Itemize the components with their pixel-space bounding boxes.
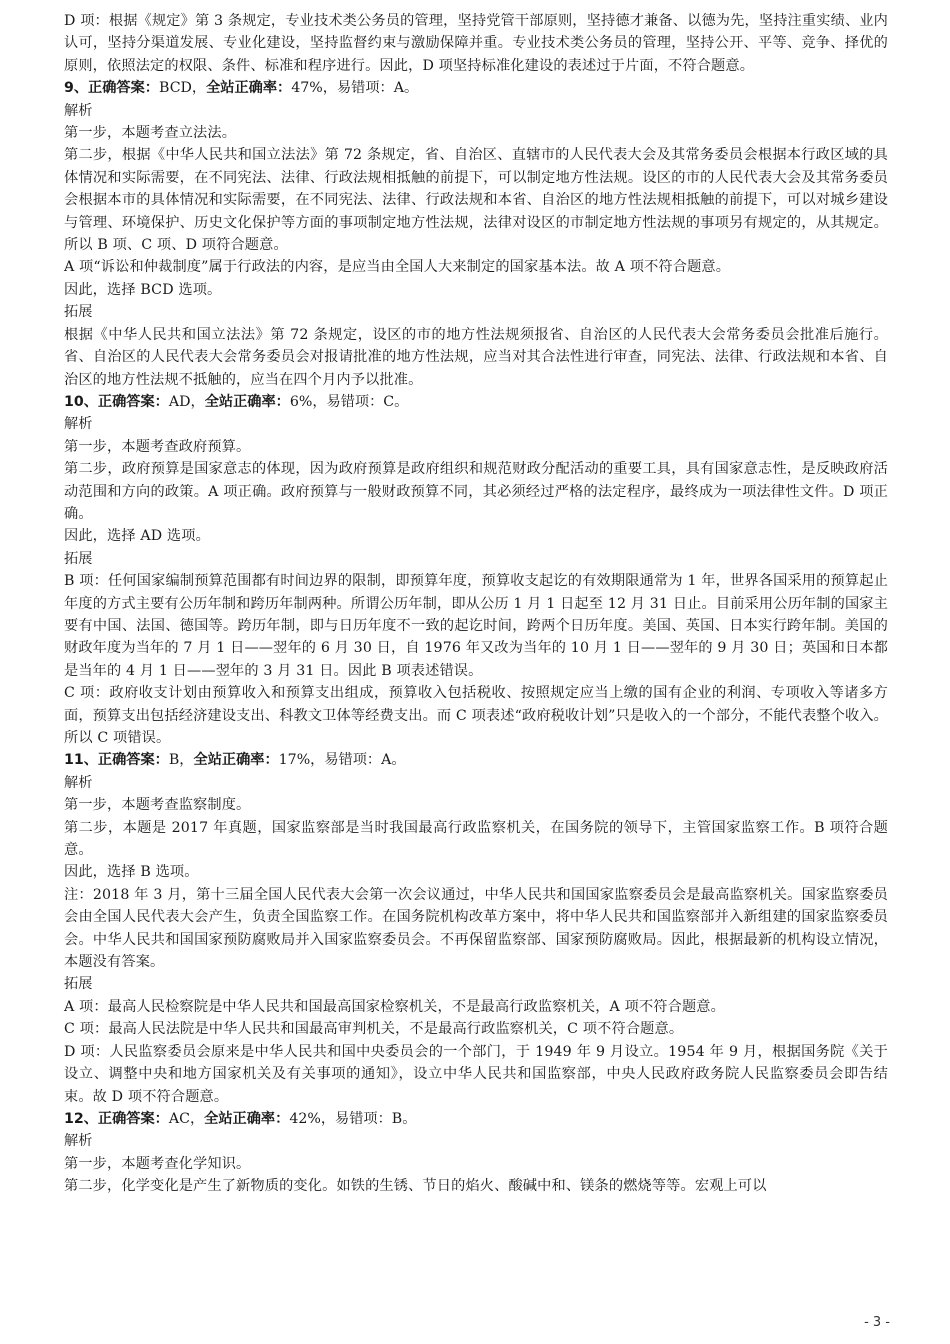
paragraph: 第一步，本题考查化学知识。 <box>64 1155 251 1172</box>
section-label: 解析 <box>64 1133 93 1150</box>
accuracy-label: 全站正确率： <box>204 1110 290 1127</box>
paragraph: 因此，选择 B 选项。 <box>64 864 199 881</box>
answer-label: 9、正确答案： <box>64 80 159 97</box>
paragraph: A 项：最高人民检察院是中华人民共和国最高国家检察机关，不是最高行政监察机关，A 项不符合题意。 <box>64 998 725 1015</box>
accuracy-value: 6%，易错项：C。 <box>289 393 409 410</box>
accuracy-value: 47%，易错项：A。 <box>291 80 419 97</box>
paragraph: 根据《中华人民共和国立法法》第 72 条规定，设区的市的地方性法规须报省、自治区的人民代表大会常务委员会批准后施行。省、自治区的人民代表大会常务委员会对报请批准的地方性法规，应当对其合法性进行审查，同宪法、法律、行政法规和本省、自治区的地方性法规不抵触的，应当在四个月内予以批准。 <box>64 326 888 388</box>
paragraph: 注：2018 年 3 月，第十三届全国人民代表大会第一次会议通过，中华人民共和国国家监察委员会是最高监察机关。国家监察委员会由全国人民代表大会产生，负责全国监察工作。在国务院机构改革方案中，将中华人民共和国监察部并入新组建的国家监察委员会。中华人民共和国国家预防腐败局并入国家监察委员会。不再保留监察部、国家预防腐败局。因此，根据最新的机构设立情况，本题没有答案。 <box>64 886 888 971</box>
paragraph: 因此，选择 AD 选项。 <box>64 528 210 545</box>
document-page <box>64 10 888 1198</box>
paragraph: C 项：最高人民法院是中华人民共和国最高审判机关，不是最高行政监察机关，C 项不符合题意。 <box>64 1021 684 1038</box>
paragraph: 第二步，根据《中华人民共和国立法法》第 72 条规定，省、自治区、直辖市的人民代表大会及其常务委员会根据本行政区域的具体情况和实际需要，在不同宪法、法律、行政法规相抵触的前提下，可以制定地方性法规。设区的市的人民代表大会及其常务委员会根据本市的具体情况和实际需要，在不同宪法、法律、行政法规和本省、自治区的地方性法规相抵触的前提下，可以对城乡建设与管理、环境保护、历史文化保护等方面的事项制定地方性法规，法律对设区的市制定地方性法规的事项另有规定的，从其规定。所以 B 项、C 项、D 项符合题意。 <box>64 147 888 254</box>
paragraph: D 项：人民监察委员会原来是中华人民共和国中央委员会的一个部门，于 1949 年 9 月设立。1954 年 9 月，根据国务院《关于设立、调整中央和地方国家机关及有关事项的通知》，设立中华人民共和国监察部，中央人民政府政务院人民监察委员会即告结束。故 D 项不符合题意。 <box>64 1043 888 1105</box>
paragraph: 第一步，本题考查立法法。 <box>64 125 237 142</box>
answer-value: AD， <box>168 393 205 410</box>
accuracy-value: 17%，易错项：A。 <box>278 752 406 769</box>
answer-line <box>64 1108 888 1130</box>
paragraph: B 项：任何国家编制预算范围都有时间边界的限制，即预算年度，预算收支起讫的有效期限通常为 1 年，世界各国采用的预算起止年度的方式主要有公历年制和跨历年制两种。所谓公历年制，即从公历 1 月 1 日起至 12 月 31 日止。目前采用公历年制的国家主要有中国、法国、德国等。跨历年制，即与日历年度不一致的起讫时间，跨两个日历年度。美国、英国、日本实行跨年制。美国的财政年度为当年的 7 月 1 日——翌年的 6 月 30 日，自 1976 年又改为当年的 10 月 1 日——翌年的 9 月 30 日；英国和日本都是当年的 4 月 1 日——翌年的 3 月 31 日。因此 B 项表述错误。 <box>64 573 888 679</box>
section-label: 解析 <box>64 416 93 433</box>
paragraph: C 项：政府收支计划由预算收入和预算支出组成，预算收入包括税收、按照规定应当上缴的国有企业的利润、专项收入等诸多方面，预算支出包括经济建设支出、科教文卫体等经费支出。而 C 项表述“政府税收计划”只是收入的一个部分，不能代表整个收入。所以 C 项错误。 <box>64 685 888 746</box>
section-label: 拓展 <box>64 976 93 993</box>
answer-value: BCD， <box>159 80 207 97</box>
section-label: 解析 <box>64 774 93 791</box>
answer-value: B， <box>168 752 194 769</box>
answer-label: 10、正确答案： <box>64 393 169 410</box>
paragraph: 第一步，本题考查监察制度。 <box>64 797 251 814</box>
accuracy-label: 全站正确率： <box>206 80 292 97</box>
paragraph: D 项：根据《规定》第 3 条规定，专业技术类公务员的管理，坚持党管干部原则，坚持德才兼备、以德为先，坚持注重实绩、业内认可，坚持分渠道发展、专业化建设，坚持监督约束与激励保障并重。专业技术类公务员的管理，坚持公开、平等、竞争、择优的原则，依照法定的权限、条件、标准和程序进行。因此，D 项坚持标准化建设的表述过于片面，不符合题意。 <box>64 13 888 74</box>
section-label: 拓展 <box>64 550 93 567</box>
accuracy-label: 全站正确率： <box>193 752 279 769</box>
paragraph: A 项“诉讼和仲裁制度”属于行政法的内容，是应当由全国人大来制定的国家基本法。故 A 项不符合题意。 <box>64 259 731 276</box>
paragraph: 第二步，政府预算是国家意志的体现，因为政府预算是政府组织和规范财政分配活动的重要工具，具有国家意志性，是反映政府活动范围和方向的政策。A 项正确。政府预算与一般财政预算不同，其必须经过严格的法定程序，最终成为一项法律性文件。D 项正确。 <box>64 461 888 522</box>
paragraph: 因此，选择 BCD 选项。 <box>64 281 222 298</box>
paragraph: 第二步，化学变化是产生了新物质的变化。如铁的生锈、节日的焰火、酸碱中和、镁条的燃烧等等。宏观上可以 <box>64 1178 767 1195</box>
section-label: 解析 <box>64 102 93 119</box>
answer-label: 11、正确答案： <box>64 752 169 769</box>
answer-value: AC， <box>168 1110 205 1127</box>
answer-line <box>64 749 888 771</box>
answer-label: 12、正确答案： <box>64 1110 169 1127</box>
paragraph: 第一步，本题考查政府预算。 <box>64 438 251 455</box>
paragraph: 第二步，本题是 2017 年真题，国家监察部是当时我国最高行政监察机关，在国务院的领导下，主管国家监察工作。B 项符合题意。 <box>64 819 888 859</box>
answer-line <box>64 391 888 413</box>
answer-line <box>64 77 888 99</box>
page-number: - 3 - <box>864 1315 890 1330</box>
accuracy-value: 42%，易错项：B。 <box>289 1110 417 1127</box>
accuracy-label: 全站正确率： <box>204 393 290 410</box>
section-label: 拓展 <box>64 304 93 321</box>
